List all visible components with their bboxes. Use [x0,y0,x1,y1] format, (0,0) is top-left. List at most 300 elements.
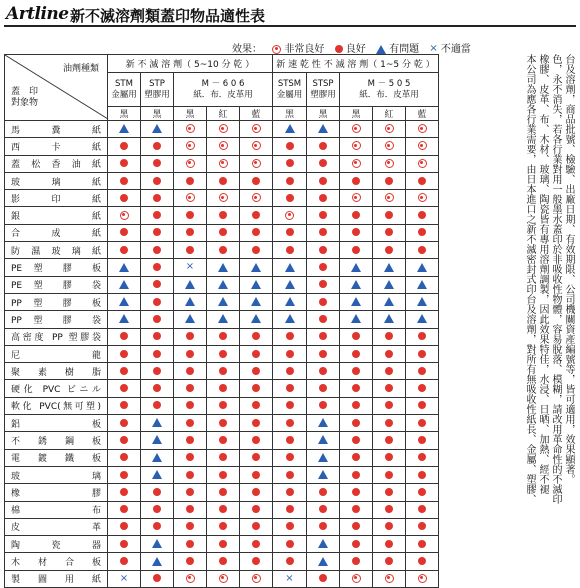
dot-icon [186,453,194,461]
dot-icon [153,194,161,202]
dot-icon [252,557,260,565]
ring-icon [352,141,361,150]
rating-cell [340,242,373,259]
triangle-icon [152,557,162,566]
material-label: 蓋 松 香 油 紙 [5,155,108,172]
rating-cell [340,570,373,587]
rating-cell [406,397,439,414]
rating-cell [240,259,273,276]
dot-icon [418,436,426,444]
rating-cell [406,259,439,276]
ring-icon [219,574,228,583]
dot-icon [120,419,128,427]
rating-cell [273,276,307,293]
triangle-icon [384,263,394,272]
rating-cell [273,536,307,553]
triangle-icon [417,280,427,289]
table-row [5,363,439,380]
rating-cell [307,311,340,328]
ring-icon [385,574,394,583]
rating-cell [307,449,340,466]
table-row [5,570,439,587]
material-label: 橡 膠 [5,484,108,501]
rating-cell [141,276,174,293]
dot-icon [319,246,327,254]
dot-icon [352,453,360,461]
rating-cell [406,172,439,189]
rating-cell [406,432,439,449]
material-label: 皮 革 [5,518,108,535]
product-header: STSP 塑膠用 [307,73,340,107]
triangle-icon [318,435,328,444]
side-text-column: 橡膠、皮革、布、木材、玻璃、陶瓷皆有專用溶劑調製，因此效果特佳，水浸、日晒、加熱、經不褪 [537,54,548,494]
dot-icon [418,332,426,340]
dot-icon [153,505,161,513]
product-header: M － 5 0 5 紙．布．皮革用 [340,73,439,107]
triangle-icon [384,297,394,306]
ink-color-header: 紅 [373,107,406,121]
dot-icon [418,177,426,185]
ink-color-header: 藍 [240,107,273,121]
triangle-icon [152,539,162,548]
rating-cell [207,553,240,570]
side-description [483,54,575,538]
dot-icon [219,384,227,392]
rating-cell [108,345,141,362]
dot-icon [319,228,327,236]
rating-cell [307,484,340,501]
rating-cell [373,432,406,449]
rating-cell [307,345,340,362]
rating-cell [141,397,174,414]
rating-cell [207,207,240,224]
rating-cell [141,293,174,310]
group-header-standard: 新 不 滅 溶 劑（ 5~10 分 乾 ） [108,55,273,73]
ring-icon [252,124,261,133]
dot-icon [219,488,227,496]
dot-icon [252,540,260,548]
dot-icon [352,419,360,427]
triangle-icon [351,263,361,272]
dot-icon [186,401,194,409]
dot-icon [319,401,327,409]
triangle-icon [318,557,328,566]
dot-icon [120,488,128,496]
rating-cell [174,484,207,501]
rating-cell [340,276,373,293]
triangle-icon [417,263,427,272]
dot-icon [252,471,260,479]
dot-icon [186,505,194,513]
rating-cell [406,190,439,207]
rating-cell [174,432,207,449]
rating-cell [240,190,273,207]
dot-icon [418,453,426,461]
rating-cell [240,138,273,155]
rating-cell [207,501,240,518]
dot-icon [186,384,194,392]
rating-cell [174,415,207,432]
dot-icon [252,350,260,358]
dot-icon [219,522,227,530]
triangle-icon [285,280,295,289]
dot-icon [252,367,260,375]
dot-icon [120,557,128,565]
dot-icon [352,350,360,358]
dot-icon [286,384,294,392]
rating-cell [141,466,174,483]
triangle-icon [218,263,228,272]
dot-icon [286,367,294,375]
table-row [5,293,439,310]
rating-cell [174,207,207,224]
dot-icon [186,540,194,548]
dot-icon [418,401,426,409]
dot-icon [252,522,260,530]
rating-cell [240,293,273,310]
material-label: PP 塑 膠 板 [5,293,108,310]
rating-cell [108,570,141,587]
ring-icon [252,141,261,150]
rating-cell [240,155,273,172]
dot-icon [352,401,360,409]
rating-cell [141,207,174,224]
rating-cell [240,484,273,501]
dot-icon [186,177,194,185]
rating-cell [340,172,373,189]
triangle-icon [119,280,129,289]
rating-cell [373,172,406,189]
rating-cell [108,432,141,449]
dot-icon [385,211,393,219]
rating-cell [141,518,174,535]
rating-cell [108,397,141,414]
material-label: PE 塑 膠 板 [5,259,108,276]
rating-cell [406,138,439,155]
dot-icon [352,384,360,392]
material-label: 合 成 紙 [5,224,108,241]
rating-cell [307,328,340,345]
rating-cell [273,155,307,172]
dot-icon [120,471,128,479]
rating-cell [207,328,240,345]
dot-icon [352,177,360,185]
table-row [5,207,439,224]
dot-icon [153,246,161,254]
rating-cell [273,259,307,276]
triangle-icon [384,314,394,323]
rating-cell [340,293,373,310]
rating-cell [240,536,273,553]
rating-cell [108,518,141,535]
rating-cell [141,172,174,189]
material-label: 電 鍍 鐵 板 [5,449,108,466]
dot-icon [385,419,393,427]
rating-cell [373,121,406,138]
material-label: 軟化 PVC(無可塑) [5,397,108,414]
dot-icon [153,298,161,306]
triangle-icon [318,453,328,462]
rating-cell [108,363,141,380]
ring-icon [219,141,228,150]
rating-cell [207,121,240,138]
dot-icon [252,384,260,392]
dot-icon [186,522,194,530]
triangle-icon [417,297,427,306]
table-corner-header [5,55,108,121]
rating-cell [141,570,174,587]
triangle-icon [351,314,361,323]
ring-icon [418,159,427,168]
rating-cell [340,155,373,172]
ring-icon [352,574,361,583]
rating-cell [273,242,307,259]
rating-cell [141,259,174,276]
dot-icon [153,384,161,392]
dot-icon [286,557,294,565]
rating-cell [373,259,406,276]
rating-cell [240,466,273,483]
rating-cell [406,415,439,432]
rating-cell [108,380,141,397]
triangle-icon [285,124,295,133]
rating-cell [340,190,373,207]
dot-icon [219,453,227,461]
rating-cell [141,121,174,138]
dot-icon [219,557,227,565]
rating-cell [240,501,273,518]
rating-cell [307,242,340,259]
dot-icon [186,557,194,565]
dot-icon [385,401,393,409]
dot-icon [418,419,426,427]
dot-icon [286,159,294,167]
rating-cell [273,172,307,189]
dot-icon [385,367,393,375]
rating-cell [406,328,439,345]
rating-cell [406,121,439,138]
dot-icon [352,332,360,340]
ink-color-header: 黑 [108,107,141,121]
rating-cell [207,293,240,310]
dot-icon [319,263,327,271]
rating-cell [273,363,307,380]
rating-cell [307,190,340,207]
table-row [5,138,439,155]
rating-cell [406,380,439,397]
dot-icon [286,177,294,185]
rating-cell [406,155,439,172]
rating-cell [141,345,174,362]
rating-cell [141,311,174,328]
rating-cell [108,536,141,553]
rating-cell [340,518,373,535]
table-row [5,466,439,483]
rating-cell [373,553,406,570]
rating-cell [108,190,141,207]
dot-icon [418,228,426,236]
rating-cell [240,397,273,414]
dot-icon [286,194,294,202]
dot-icon [120,332,128,340]
dot-icon [252,436,260,444]
rating-cell [240,449,273,466]
dot-icon [319,574,327,582]
dot-icon [385,246,393,254]
ring-icon [186,159,195,168]
ring-icon [120,211,129,220]
rating-cell [273,207,307,224]
material-label: 聚 素 樹 脂 [5,363,108,380]
dot-icon [153,522,161,530]
rating-cell [108,259,141,276]
dot-icon [186,211,194,219]
rating-cell [174,259,207,276]
dot-icon [385,177,393,185]
rating-cell [273,328,307,345]
dot-icon [418,367,426,375]
rating-cell [406,293,439,310]
rating-cell [340,553,373,570]
rating-cell [240,518,273,535]
table-row [5,432,439,449]
rating-cell [240,328,273,345]
legend-item-excellent: 非常良好 [272,44,324,55]
ring-icon [385,193,394,202]
dot-icon [352,228,360,236]
dot-icon [153,177,161,185]
triangle-icon [318,124,328,133]
dot-icon [286,142,294,150]
dot-icon [319,159,327,167]
rating-cell [340,259,373,276]
dot-icon [319,194,327,202]
dot-icon [252,419,260,427]
triangle-icon [119,297,129,306]
rating-cell [307,224,340,241]
ring-icon [186,193,195,202]
dot-icon [385,540,393,548]
triangle-icon [318,470,328,479]
dot-icon [319,522,327,530]
material-label: 硬化 PVC ビニル [5,380,108,397]
brand-logo: Artline [6,4,69,24]
rating-cell [406,345,439,362]
legend [232,40,478,55]
dot-icon [252,401,260,409]
cross-icon: × [185,261,195,273]
ring-icon [252,193,261,202]
triangle-icon [251,314,261,323]
dot-icon [286,401,294,409]
dot-icon [252,488,260,496]
rating-cell [207,311,240,328]
ring-icon [186,124,195,133]
ring-icon [352,159,361,168]
product-header: STP 塑膠用 [141,73,174,107]
dot-icon [352,505,360,513]
rating-cell [108,449,141,466]
ring-icon [418,193,427,202]
rating-cell [174,311,207,328]
material-label: PP 塑 膠 袋 [5,311,108,328]
ring-icon [418,141,427,150]
material-label: 不 銹 鋼 板 [5,432,108,449]
rating-cell [240,121,273,138]
dot-icon [153,574,161,582]
dot-icon [286,436,294,444]
dot-icon [153,350,161,358]
triangle-icon [152,470,162,479]
dot-icon [319,142,327,150]
dot-icon [219,540,227,548]
rating-cell [174,224,207,241]
rating-cell [373,207,406,224]
table-row [5,518,439,535]
dot-icon [385,557,393,565]
rating-cell [207,155,240,172]
rating-cell [273,311,307,328]
rating-cell [373,224,406,241]
rating-cell [373,242,406,259]
material-label: 木 材 合 板 [5,553,108,570]
dot-icon [319,350,327,358]
dot-icon [219,505,227,513]
rating-cell [373,155,406,172]
dot-icon [418,505,426,513]
ring-icon [186,574,195,583]
dot-icon [286,505,294,513]
rating-cell [174,328,207,345]
rating-cell [108,311,141,328]
dot-icon [252,177,260,185]
dot-icon [418,471,426,479]
rating-cell [373,397,406,414]
product-header: STM 金屬用 [108,73,141,107]
rating-cell [174,155,207,172]
rating-cell [406,553,439,570]
dot-icon [120,401,128,409]
dot-icon [120,522,128,530]
rating-cell [207,138,240,155]
cross-icon: × [119,572,129,584]
rating-cell [207,363,240,380]
rating-cell [340,207,373,224]
rating-cell [373,449,406,466]
rating-cell [273,345,307,362]
rating-cell [307,397,340,414]
dot-icon [153,142,161,150]
rating-cell [240,345,273,362]
dot-icon [252,246,260,254]
dot-icon [186,471,194,479]
material-label: 銀 紙 [5,207,108,224]
side-text-column: 本公司為應各行業需要，由日本進口之新不滅密封式印台及溶劑，對所有無吸收性紙長、金屬、塑膠、 [524,54,535,504]
rating-cell [108,293,141,310]
dot-icon [120,350,128,358]
ring-icon [219,124,228,133]
product-header: M － 6 0 6 紙．布．皮革用 [174,73,273,107]
triangle-icon [218,314,228,323]
rating-cell [108,138,141,155]
material-label: 玻 璃 [5,466,108,483]
rating-cell [207,242,240,259]
dot-icon [120,142,128,150]
rating-cell [340,449,373,466]
rating-cell [273,484,307,501]
dot-icon [385,350,393,358]
dot-icon [186,488,194,496]
